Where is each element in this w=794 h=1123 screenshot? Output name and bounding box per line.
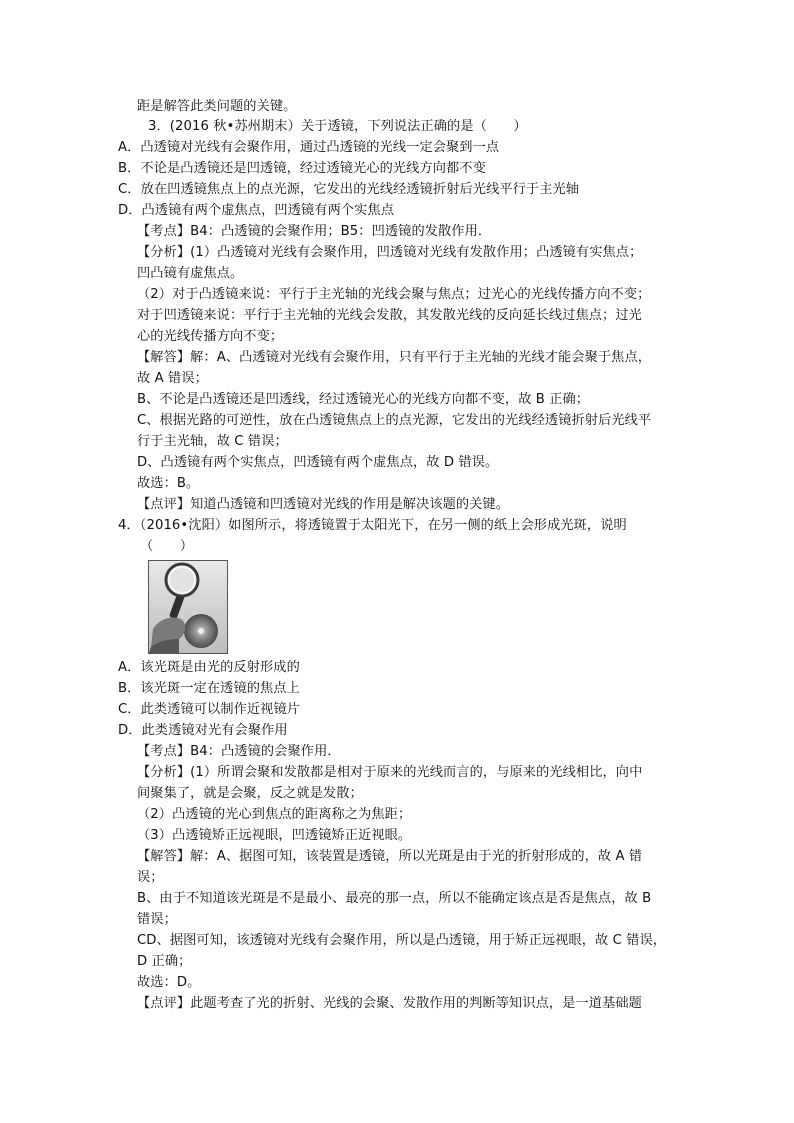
text-line: 对于凹透镜来说：平行于主光轴的光线会发散，其发散光线的反向延长线过焦点；过光 <box>137 308 642 323</box>
text-line: 错误； <box>137 912 177 927</box>
text-line: 凹凸镜有虚焦点。 <box>137 266 244 281</box>
text-line: 误； <box>137 870 164 885</box>
magnifier-photo <box>148 560 228 654</box>
text-line: 故 A 错误； <box>137 371 208 386</box>
text-line: （3）凸透镜矫正远视眼，凹透镜矫正近视眼。 <box>137 828 412 843</box>
dianping: 【点评】此题考查了光的折射、光线的会聚、发散作用的判断等知识点，是一道基础题 <box>137 996 642 1011</box>
option-b: B．不论是凸透镜还是凹透镜，经过透镜光心的光线方向都不变 <box>118 161 486 176</box>
kaodian: 【考点】B4：凸透镜的会聚作用． <box>137 744 341 759</box>
text-line: 间聚集了，就是会聚，反之就是发散； <box>137 786 363 801</box>
option-d: D．凸透镜有两个虚焦点，凹透镜有两个实焦点 <box>118 203 395 218</box>
text-line: C、根据光路的可逆性，放在凸透镜焦点上的点光源，它发出的光线经透镜折射后光线平 <box>137 413 652 428</box>
question-4-stem: 4．（2016•沈阳）如图所示，将透镜置于太阳光下，在另一侧的纸上会形成光斑，说明 <box>118 518 627 533</box>
text-line: D、凸透镜有两个实焦点，凹透镜有两个虚焦点，故 D 错误。 <box>137 455 499 470</box>
text-line: 距是解答此类问题的关键。 <box>137 99 297 114</box>
answer: 故选：D。 <box>137 975 201 990</box>
text-line: （ ） <box>140 539 194 554</box>
option-c: C．放在凹透镜焦点上的点光源，它发出的光线经透镜折射后光线平行于主光轴 <box>118 182 580 197</box>
text-line: B、不论是凸透镜还是凹透线，经过透镜光心的光线方向都不变，故 B 正确； <box>137 392 590 407</box>
fenxi: 【分析】(1）凸透镜对光线有会聚作用，凹透镜对光线有发散作用；凸透镜有实焦点； <box>137 245 643 260</box>
option-a: A．凸透镜对光线有会聚作用，通过凸透镜的光线一定会聚到一点 <box>118 140 500 155</box>
option-b: B．该光斑一定在透镜的焦点上 <box>118 681 300 696</box>
text-line: D 正确； <box>137 954 192 969</box>
option-a: A．该光斑是由光的反射形成的 <box>118 660 300 675</box>
fenxi: 【分析】(1）所谓会聚和发散都是相对于原来的光线而言的，与原来的光线相比，向中 <box>137 765 643 780</box>
text-line: 心的光线传播方向不变； <box>137 329 284 344</box>
option-d: D．此类透镜对光有会聚作用 <box>118 723 288 738</box>
question-3-stem: 3．(2016 秋•苏州期末）关于透镜，下列说法正确的是（ ） <box>148 119 527 134</box>
dianping: 【点评】知道凸透镜和凹透镜对光线的作用是解决该题的关键。 <box>137 497 510 512</box>
jieda: 【解答】解：A、据图可知，该装置是透镜，所以光斑是由于光的折射形成的，故 A 错 <box>137 849 643 864</box>
text-line: 行于主光轴，故 C 错误； <box>137 434 288 449</box>
option-c: C．此类透镜可以制作近视镜片 <box>118 702 301 717</box>
answer: 故选：B。 <box>137 476 200 491</box>
magnifier-icon <box>149 561 227 653</box>
jieda: 【解答】解：A、凸透镜对光线有会聚作用，只有平行于主光轴的光线才能会聚于焦点， <box>137 350 652 365</box>
text-line: CD、据图可知，该透镜对光线有会聚作用，所以是凸透镜，用于矫正远视眼，故 C 错误， <box>137 933 667 948</box>
text-line: B、由于不知道该光斑是不是最小、最亮的那一点，所以不能确定该点是否是焦点，故 B <box>137 891 652 906</box>
text-line: （2）对于凸透镜来说：平行于主光轴的光线会聚与焦点；过光心的光线传播方向不变； <box>137 287 651 302</box>
text-line: （2）凸透镜的光心到焦点的距离称之为焦距； <box>137 807 412 822</box>
kaodian: 【考点】B4：凸透镜的会聚作用；B5：凹透镜的发散作用． <box>137 224 492 239</box>
